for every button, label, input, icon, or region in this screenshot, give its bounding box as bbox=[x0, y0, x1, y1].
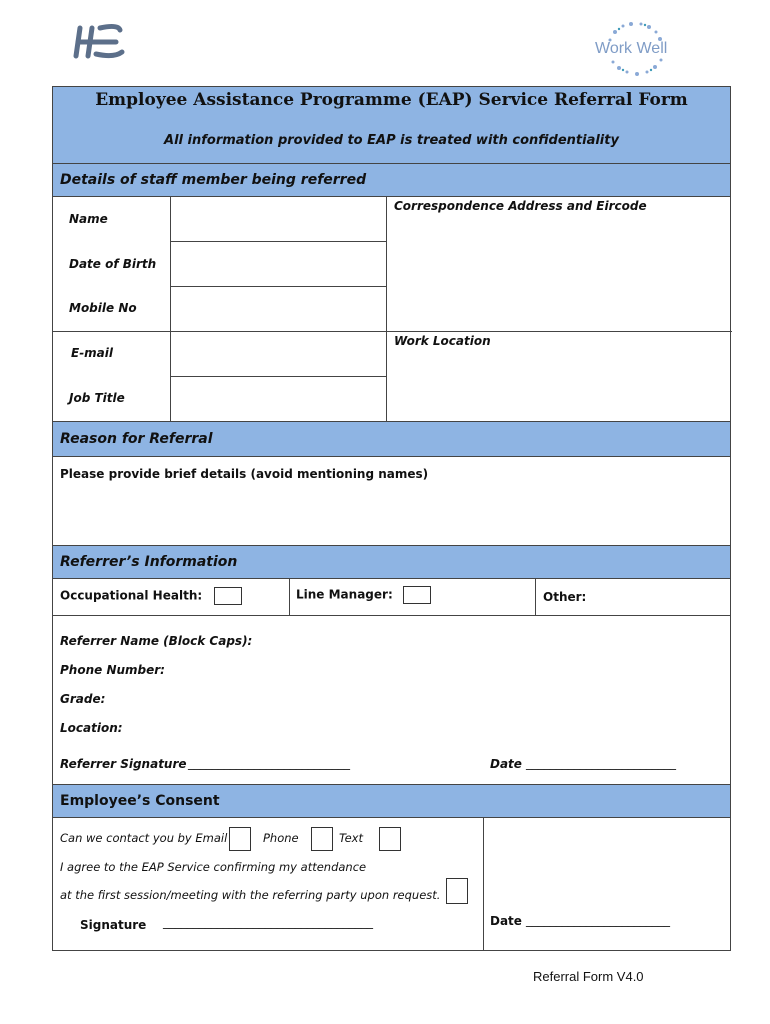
location-label: Location: bbox=[60, 721, 123, 735]
reason-heading-text: Reason for Referral bbox=[60, 431, 213, 447]
agree-checkbox[interactable] bbox=[446, 878, 468, 904]
consent-heading-text: Employee’s Consent bbox=[60, 793, 220, 809]
phone-option-label: Phone bbox=[263, 831, 299, 845]
consent-date-line[interactable]: ________________________ bbox=[526, 913, 670, 927]
other-label: Other: bbox=[543, 590, 587, 604]
grade-label: Grade: bbox=[60, 692, 106, 706]
line-manager-label: Line Manager: bbox=[296, 587, 393, 602]
details-heading-text: Details of staff member being referred bbox=[60, 172, 367, 188]
email-checkbox[interactable] bbox=[229, 827, 251, 851]
occupational-health-label: Occupational Health: bbox=[60, 588, 203, 603]
job-title-field[interactable] bbox=[171, 377, 386, 421]
workwell-logo-text: Work Well bbox=[595, 40, 668, 57]
workwell-logo bbox=[585, 20, 695, 78]
referrer-type-row bbox=[53, 579, 730, 616]
form-subtitle: All information provided to EAP is treated with confidentiality bbox=[164, 133, 619, 148]
form-version: Referral Form V4.0 bbox=[533, 969, 644, 984]
hse-logo bbox=[70, 20, 130, 62]
dob-field[interactable] bbox=[171, 242, 386, 286]
consent-section-heading bbox=[53, 785, 730, 818]
referrer-name-label: Referrer Name (Block Caps): bbox=[60, 634, 253, 648]
referrer-date-label: Date bbox=[490, 757, 522, 771]
consent-block bbox=[53, 818, 730, 950]
line-manager-checkbox[interactable] bbox=[403, 586, 431, 604]
contact-prefix: Can we contact you by Email bbox=[60, 831, 228, 845]
consent-signature-line[interactable]: ___________________________________ bbox=[163, 915, 373, 929]
consent-signature-label: Signature bbox=[80, 918, 147, 932]
divider bbox=[289, 579, 290, 615]
phone-number-label: Phone Number: bbox=[60, 663, 165, 677]
agree-line-2: at the first session/meeting with the referring party upon request. bbox=[60, 888, 441, 902]
name-field[interactable] bbox=[171, 197, 386, 241]
reason-section-heading bbox=[53, 422, 730, 457]
job-title-label: Job Title bbox=[69, 391, 125, 405]
other-field[interactable] bbox=[613, 581, 723, 613]
address-label: Correspondence Address and Eircode bbox=[394, 199, 647, 213]
referrer-signature-label: Referrer Signature bbox=[60, 757, 187, 771]
referrer-details-block bbox=[53, 616, 730, 785]
text-checkbox[interactable] bbox=[379, 827, 401, 851]
referrer-signature-line[interactable]: ___________________________ bbox=[188, 756, 350, 770]
referrer-section-heading bbox=[53, 546, 730, 579]
reason-field[interactable] bbox=[53, 457, 730, 546]
divider bbox=[535, 579, 536, 615]
divider bbox=[483, 818, 484, 950]
details-section-heading bbox=[53, 164, 730, 197]
consent-date-label: Date bbox=[490, 914, 522, 928]
title-band bbox=[53, 87, 730, 164]
name-label: Name bbox=[69, 212, 108, 226]
email-label: E-mail bbox=[71, 346, 114, 360]
reason-prompt: Please provide brief details (avoid mentioning names) bbox=[60, 467, 429, 481]
agree-line-1: I agree to the EAP Service confirming my attendance bbox=[60, 860, 367, 874]
mobile-label: Mobile No bbox=[69, 301, 137, 315]
phone-checkbox[interactable] bbox=[311, 827, 333, 851]
mobile-field[interactable] bbox=[171, 287, 386, 331]
text-option-label: Text bbox=[339, 831, 363, 845]
referral-form bbox=[52, 86, 731, 951]
referrer-date-line[interactable]: _________________________ bbox=[526, 756, 676, 770]
staff-details-grid bbox=[53, 197, 730, 422]
address-field[interactable] bbox=[387, 197, 732, 331]
form-title: Employee Assistance Programme (EAP) Service Referral Form bbox=[95, 90, 688, 110]
referrer-heading-text: Referrer’s Information bbox=[60, 554, 238, 570]
occupational-health-checkbox[interactable] bbox=[214, 587, 242, 605]
work-location-label: Work Location bbox=[394, 334, 491, 348]
email-field[interactable] bbox=[171, 332, 386, 376]
dob-label: Date of Birth bbox=[69, 257, 157, 271]
